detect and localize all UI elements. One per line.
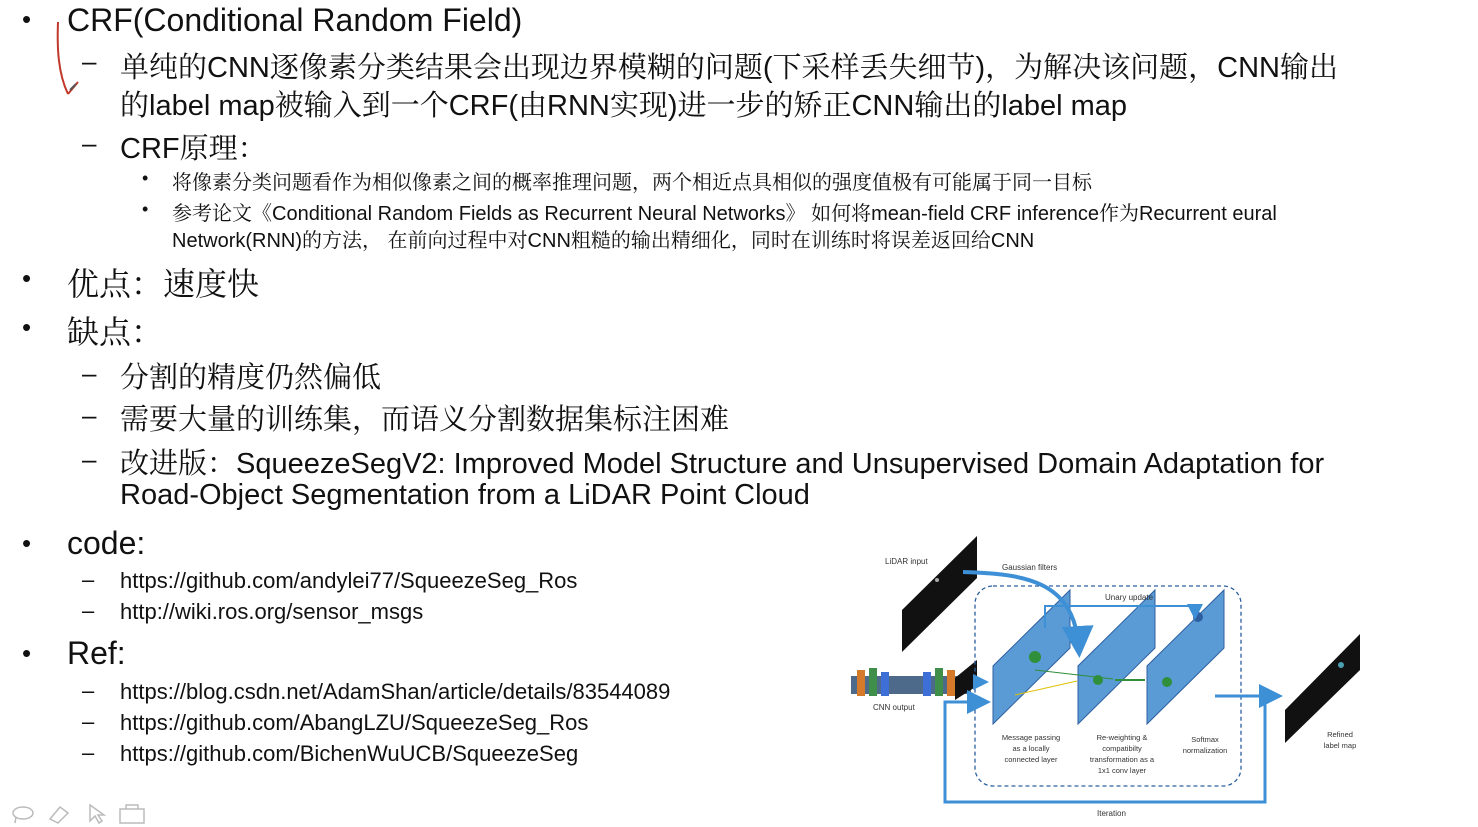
pointer-icon[interactable]: [86, 803, 108, 825]
code-link-2[interactable]: http://wiki.ros.org/sensor_msgs: [120, 599, 424, 624]
svg-text:as a locally: as a locally: [1012, 744, 1050, 753]
lasso-icon[interactable]: [10, 803, 36, 825]
svg-text:compatibilty: compatibilty: [1102, 744, 1142, 753]
dash-crf-principle: –: [82, 128, 97, 158]
cons-item-3b: Road-Object Segmentation from a LiDAR Point Cloud: [120, 479, 810, 511]
svg-text:Re-weighting &: Re-weighting &: [1096, 733, 1148, 742]
cons-title: 缺点：: [67, 314, 164, 350]
cnn-output-label: CNN output: [873, 703, 915, 712]
bullet-cons: •: [22, 312, 32, 342]
crf-principle-2a: 参考论文《Conditional Random Fields as Recurrent Neural Networks》 如何将mean-field CRF inference作为Recurrent eural: [172, 203, 1277, 225]
svg-text:normalization: normalization: [1182, 746, 1228, 755]
ref-title: Ref:: [67, 635, 126, 671]
eraser-icon[interactable]: [46, 803, 72, 825]
svg-text:Message passing: Message passing: [1001, 733, 1061, 742]
dash-ref-2: –: [82, 709, 95, 734]
lidar-input-panel: [902, 536, 977, 652]
lidar-input-label: LiDAR input: [885, 557, 928, 566]
svg-text:connected layer: connected layer: [1004, 755, 1058, 764]
bullet-pros: •: [22, 263, 32, 293]
cons-item-3a: 改进版：SqueezeSegV2: Improved Model Structure and Unsupervised Domain Adaptation for: [120, 448, 1325, 480]
unary-update-label: Unary update: [1105, 593, 1154, 602]
softmax-plane: [1147, 590, 1224, 724]
bullet-code: •: [22, 528, 32, 558]
pros-title: 优点：速度快: [67, 266, 260, 302]
bullet-principle-1: •: [142, 168, 149, 188]
dash-code-1: –: [82, 567, 95, 592]
cons-item-2: 需要大量的训练集，而语义分割数据集标注困难: [120, 404, 730, 436]
bullet-principle-2: •: [142, 199, 149, 219]
dash-cons-1: –: [82, 358, 97, 388]
refined-label-map-label: [1324, 730, 1357, 750]
bullet-ref: •: [22, 638, 32, 668]
crf-title: CRF(Conditional Random Field): [67, 2, 523, 38]
dash-ref-1: –: [82, 678, 95, 703]
screen-icon[interactable]: [118, 803, 148, 825]
code-title: code:: [67, 525, 146, 561]
reweighting-label: [1090, 733, 1155, 775]
crf-principle-2b: Network(RNN)的方法， 在前向过程中对CNN粗糙的输出精细化，同时在训练时将误差返回给CNN: [172, 230, 1035, 252]
dash-cons-3: –: [82, 444, 97, 474]
iteration-label: Iteration: [1097, 809, 1126, 818]
ref-link-3[interactable]: https://github.com/BichenWuUCB/SqueezeSeg: [120, 741, 579, 766]
crf-principle-title: CRF原理：: [120, 133, 267, 165]
reweighting-plane: [1078, 590, 1155, 724]
gaussian-filters-label: Gaussian filters: [1002, 563, 1058, 572]
svg-text:Refined: Refined: [1327, 730, 1353, 739]
ref-link-2[interactable]: https://github.com/AbangLZU/SqueezeSeg_Ros: [120, 710, 589, 735]
cons-item-1: 分割的精度仍然偏低: [120, 362, 382, 394]
dash-crf-desc: –: [82, 46, 97, 76]
code-link-1[interactable]: https://github.com/andylei77/SqueezeSeg_Ros: [120, 568, 578, 593]
refined-label-map-panel: [1285, 634, 1360, 743]
crf-principle-1: 将像素分类问题看作为相似像素之间的概率推理问题，两个相近点具相似的强度值极有可能属于同一目标: [172, 172, 1092, 194]
crf-desc-line1: 单纯的CNN逐像素分类结果会出现边界模糊的问题(下采样丢失细节)，为解决该问题，CNN输出: [120, 52, 1338, 84]
cnn-network-stack: [851, 660, 977, 700]
crf-rnn-diagram: [845, 530, 1370, 822]
dash-ref-3: –: [82, 740, 95, 765]
svg-text:1x1 conv layer: 1x1 conv layer: [1097, 766, 1147, 775]
dash-cons-2: –: [82, 400, 97, 430]
ref-link-1[interactable]: https://blog.csdn.net/AdamShan/article/details/83544089: [120, 679, 671, 704]
dash-code-2: –: [82, 598, 95, 623]
svg-text:Softmax: Softmax: [1191, 735, 1219, 744]
svg-text:label map: label map: [1323, 741, 1357, 750]
bullet-crf: •: [22, 4, 32, 34]
message-passing-label: [1002, 733, 1060, 764]
crf-desc-line2: 的label map被输入到一个CRF(由RNN实现)进一步的矫正CNN输出的label map: [120, 90, 1128, 122]
softmax-label: [1183, 735, 1228, 755]
svg-text:transformation as a: transformation as a: [1089, 755, 1155, 764]
